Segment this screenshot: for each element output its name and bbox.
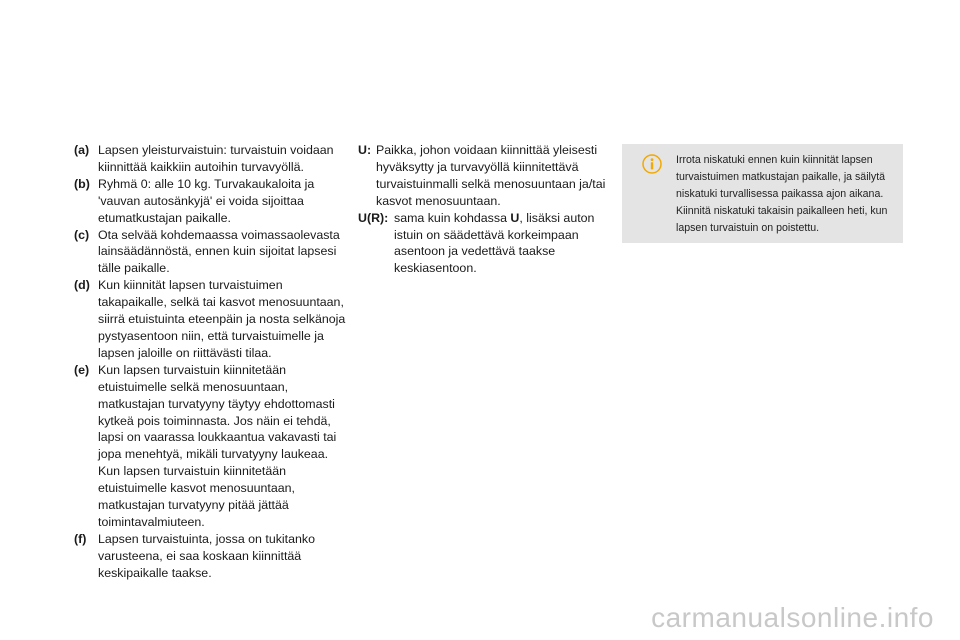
legend-text-b: Ryhmä 0: alle 10 kg. Turvakaukaloita ja 'vauvan autosänkyjä' ei voida sijoittaa etumatkustajan paikalle. xyxy=(98,176,315,225)
legend-entry-ur xyxy=(358,210,608,278)
legend-entry-d xyxy=(74,277,349,362)
legend-key-e: (e) xyxy=(74,362,90,377)
legend-text-ur-before: sama kuin kohdassa xyxy=(394,210,511,225)
legend-text-a: Lapsen yleisturvaistuin: turvaistuin voidaan kiinnittää kaikkiin autoihin turvavyöllä. xyxy=(98,143,334,174)
legend-text-f: Lapsen turvaistuinta, jossa on tukitanko varusteena, ei saa koskaan kiinnittää keskipaikalle taakse. xyxy=(98,531,315,580)
legend-text-ur xyxy=(394,210,608,278)
legend-entry-f xyxy=(74,531,349,582)
legend-key-u: U: xyxy=(358,143,372,157)
info-icon xyxy=(642,154,662,174)
legend-key-ur: U(R): xyxy=(358,210,389,225)
legend-key-f: (f) xyxy=(74,531,87,546)
legend-text-e: Kun lapsen turvaistuin kiinnitetään etuistuimelle selkä menosuuntaan, matkustajan turvatyyny täytyy ehdottomasti kytkeä pois toiminnasta. Jos näin ei tehdä, lapsi on vaarassa loukkaantua vakavasti tai jopa menehtyä, mikäli turvatyyny laukeaa. Kun lapsen turvaistuin kiinnitetään etuistuimelle kasvot menosuuntaan, matkustajan turvatyyny pitää jättää toimintavalmiuteen. xyxy=(98,362,337,529)
legend-entry-a xyxy=(74,142,349,176)
legend-text-d: Kun kiinnität lapsen turvaistuimen takapaikalle, selkä tai kasvot menosuuntaan, siirrä etuistuinta eteenpäin ja nosta selkänoja pystyasentoon niin, että turvaistuimelle ja lapsen jaloille on riittävästi tilaa. xyxy=(98,278,346,360)
info-notice-box xyxy=(622,144,903,243)
legend-entry-e xyxy=(74,362,349,531)
legend-key-a: (a) xyxy=(74,143,90,157)
legend-text-ur-after: , lisäksi auton istuin on säädettävä korkeimpaan asentoon ja vedettävä taakse keskiasentoon. xyxy=(394,210,595,276)
legend-entry-b xyxy=(74,176,349,227)
legend-key-b: (b) xyxy=(74,176,90,191)
legend-column-middle xyxy=(358,142,608,277)
legend-column-left xyxy=(74,142,349,582)
legend-key-d: (d) xyxy=(74,278,90,293)
legend-text-u: Paikka, johon voidaan kiinnittää yleisesti hyväksytty ja turvavyöllä kiinnitettävä turvaistuinmalli selkä menosuuntaan ja/tai kasvot menosuuntaan. xyxy=(376,143,606,208)
legend-text-c: Ota selvää kohdemaassa voimassaolevasta lainsäädännöstä, ennen kuin sijoitat lapsesi tälle paikalle. xyxy=(98,227,340,276)
legend-key-c: (c) xyxy=(74,227,90,242)
legend-entry-u xyxy=(358,142,608,210)
info-notice-text: Irrota niskatuki ennen kuin kiinnität lapsen turvaistuimen matkustajan paikalle, ja säilytä niskatuki turvallisessa paikassa ajon aikana. Kiinnitä niskatuki takaisin paikalleen heti, kun lapsen turvaistuin on poistettu. xyxy=(676,154,888,234)
site-watermark: carmanualsonline.info xyxy=(651,602,934,633)
legend-text-ur-bold: U xyxy=(510,210,520,225)
legend-entry-c xyxy=(74,227,349,278)
